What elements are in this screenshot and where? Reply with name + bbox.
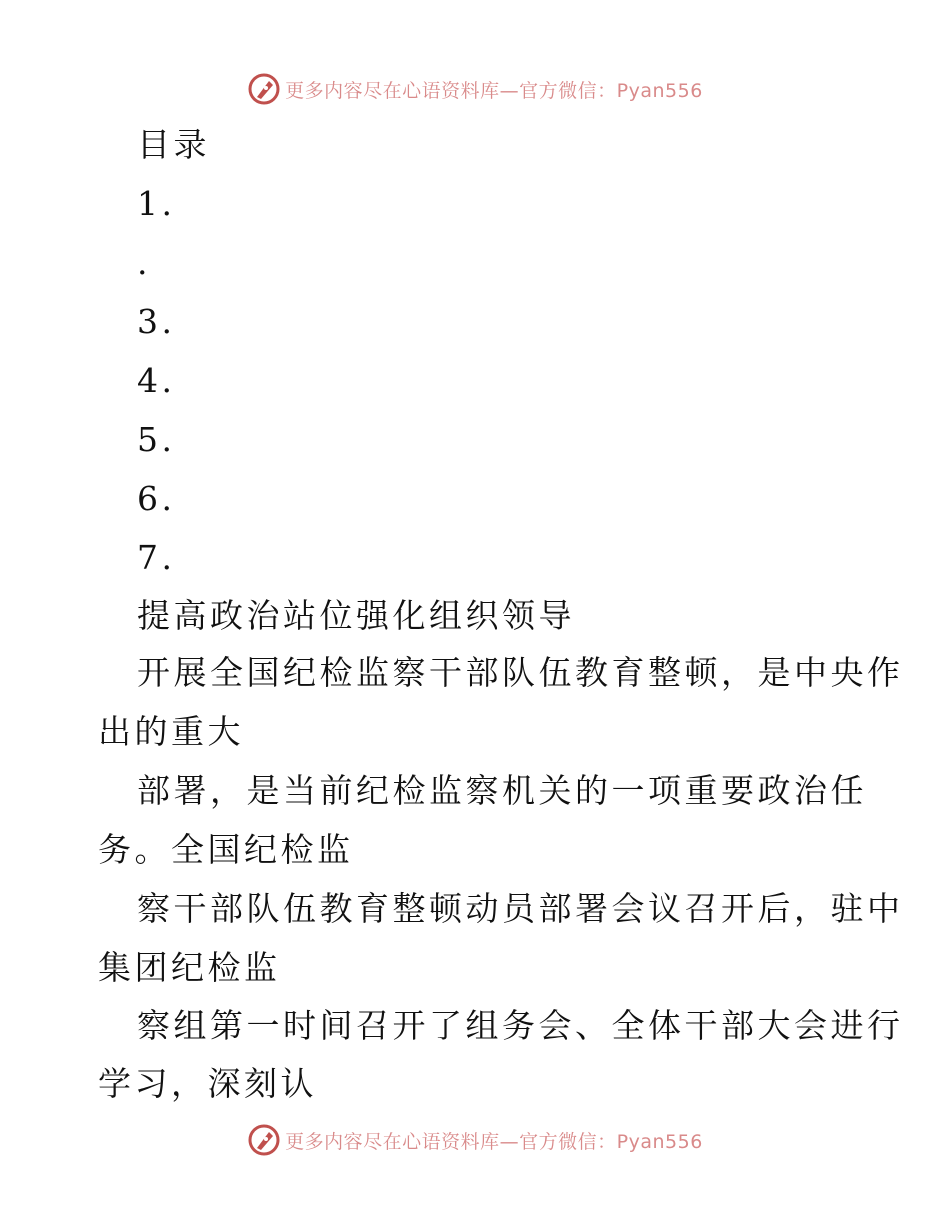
footer-watermark (0, 1123, 950, 1157)
toc-item: 7. (137, 538, 176, 577)
paragraph-line: 察干部队伍教育整顿动员部署会议召开后，驻中 (137, 889, 904, 928)
watermark-text: 更多内容尽在心语资料库—官方微信：Pyan556 (285, 1130, 703, 1153)
pen-nib-logo-icon (247, 72, 281, 106)
header-watermark (0, 72, 950, 106)
toc-item: 3. (137, 302, 176, 341)
toc-item: 1. (137, 184, 176, 223)
section-heading: 提高政治站位强化组织领导 (137, 596, 575, 635)
toc-item: . (137, 243, 151, 282)
toc-item: 6. (137, 479, 176, 518)
watermark-text: 更多内容尽在心语资料库—官方微信：Pyan556 (285, 79, 703, 102)
paragraph-line: 集团纪检监 (98, 948, 281, 987)
paragraph-line: 务。全国纪检监 (98, 830, 354, 869)
paragraph-line: 开展全国纪检监察干部队伍教育整顿，是中央作 (137, 653, 904, 692)
pen-nib-logo-icon (247, 1123, 281, 1157)
toc-item: 4. (137, 361, 176, 400)
paragraph-line: 出的重大 (98, 712, 244, 751)
toc-title: 目录 (137, 125, 210, 164)
toc-item: 5. (137, 420, 176, 459)
paragraph-line: 察组第一时间召开了组务会、全体干部大会进行 (137, 1006, 904, 1045)
paragraph-line: 部署，是当前纪检监察机关的一项重要政治任 (137, 771, 867, 810)
paragraph-line: 学习，深刻认 (98, 1064, 317, 1103)
